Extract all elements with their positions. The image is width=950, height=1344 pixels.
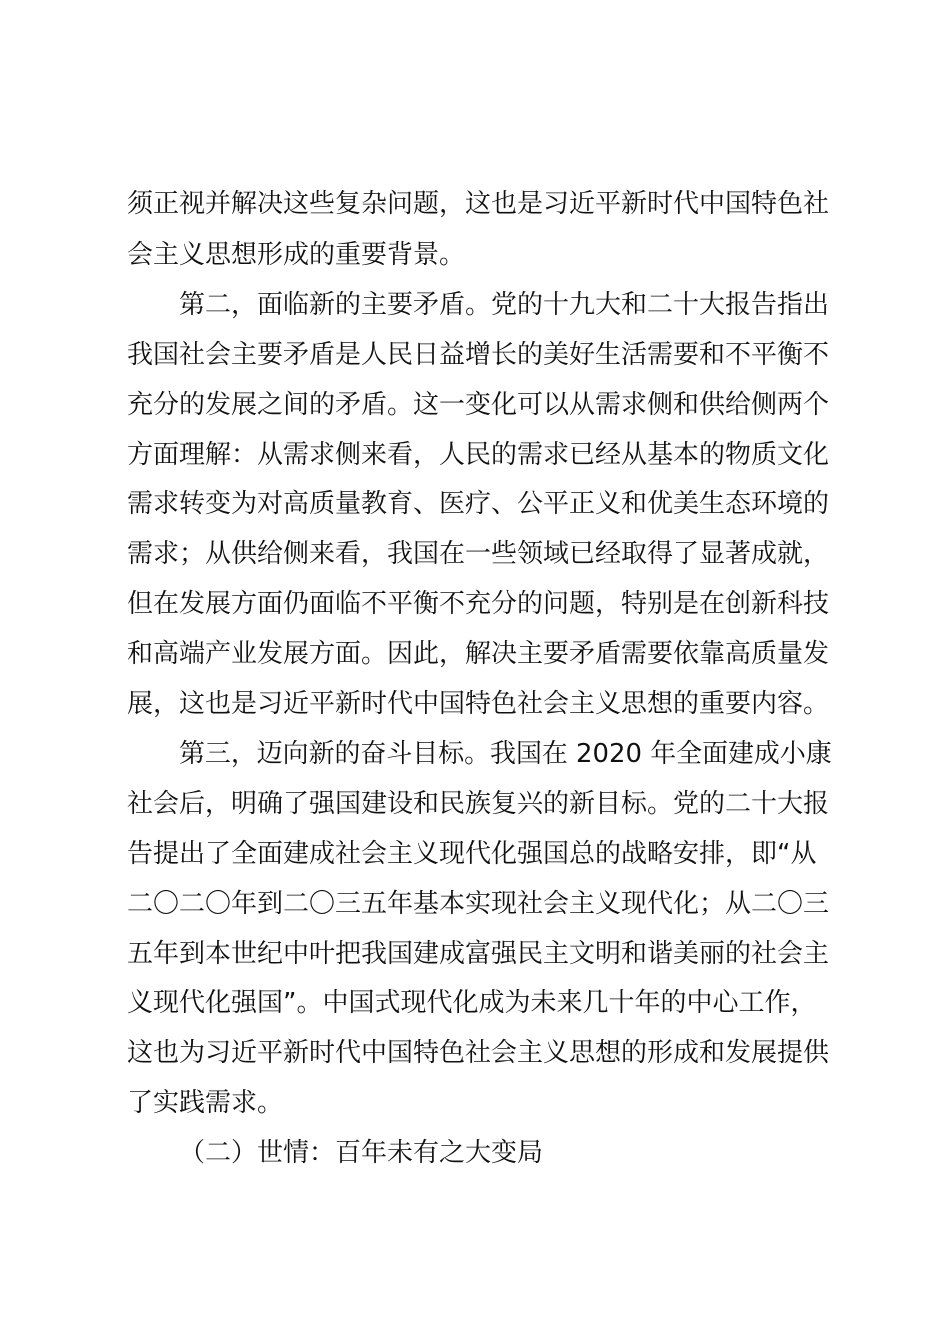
paragraph-start-line: 第二，面临新的主要矛盾。党的十九大和二十大报告指出 [179, 290, 830, 320]
text-line: 需求转变为对高质量教育、医疗、公平正义和优美生态环境的 [127, 489, 830, 519]
section-heading: （二）世情：百年未有之大变局 [179, 1138, 544, 1168]
text-line: 方面理解：从需求侧来看，人民的需求已经从基本的物质文化 [127, 440, 830, 470]
text-line: 我国社会主要矛盾是人民日益增长的美好生活需要和不平衡不 [127, 340, 830, 370]
text-line: 义现代化强国”。中国式现代化成为未来几十年的中心工作， [127, 988, 817, 1018]
text-line: 和高端产业发展方面。因此，解决主要矛盾需要依靠高质量发 [127, 639, 830, 669]
text-line: 会主义思想形成的重要背景。 [127, 240, 466, 270]
text-line: 告提出了全面建成社会主义现代化强国总的战略安排，即“从 [127, 839, 817, 869]
text-line: 但在发展方面仍面临不平衡不充分的问题，特别是在创新科技 [127, 589, 830, 619]
text-line: 二〇二〇年到二〇三五年基本实现社会主义现代化；从二〇三 [127, 889, 830, 919]
text-line: 社会后，明确了强国建设和民族复兴的新目标。党的二十大报 [127, 789, 830, 819]
text-line: 这也为习近平新时代中国特色社会主义思想的形成和发展提供 [127, 1038, 830, 1068]
paragraph-start-line: 第三，迈向新的奋斗目标。我国在 2020 年全面建成小康 [179, 739, 832, 769]
text-line: 展，这也是习近平新时代中国特色社会主义思想的重要内容。 [127, 689, 830, 719]
text-line: 须正视并解决这些复杂问题，这也是习近平新时代中国特色社 [127, 189, 830, 219]
text-line: 需求；从供给侧来看，我国在一些领域已经取得了显著成就， [127, 539, 830, 569]
text-line: 了实践需求。 [127, 1088, 284, 1118]
text-line: 充分的发展之间的矛盾。这一变化可以从需求侧和供给侧两个 [127, 390, 830, 420]
text-line: 五年到本世纪中叶把我国建成富强民主文明和谐美丽的社会主 [127, 939, 830, 969]
